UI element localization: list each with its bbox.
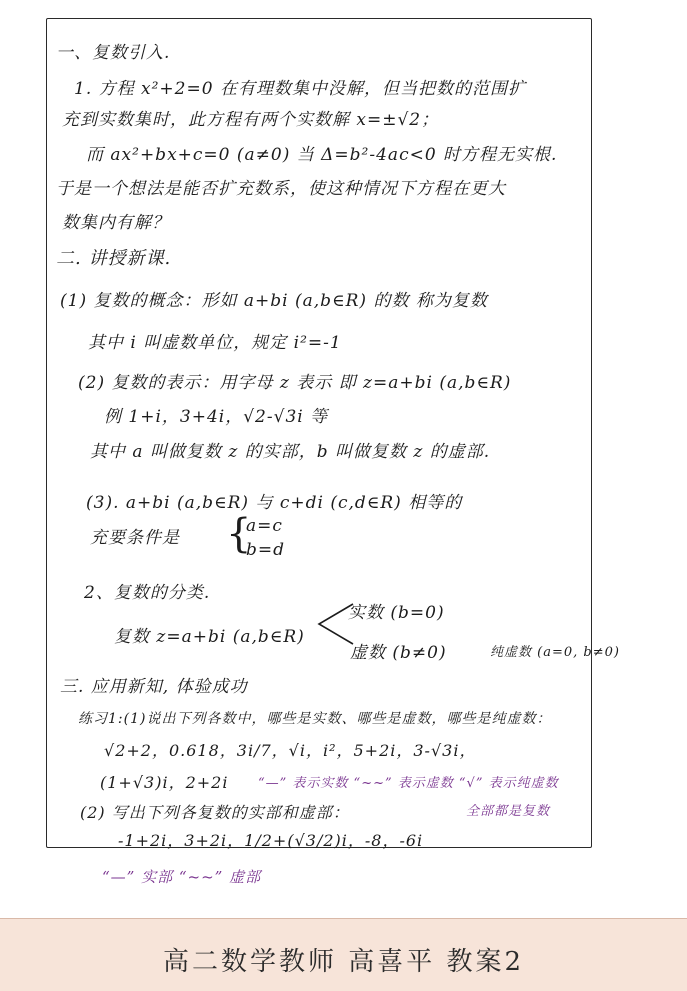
note-line: 练习1:(1)说出下列各数中，哪些是实数、哪些是虚数，哪些是纯虚数： — [78, 711, 552, 727]
curly-brace: { — [226, 511, 252, 557]
footer-banner — [0, 918, 687, 991]
note-line: 虚数 (b≠0) — [350, 643, 447, 663]
note-line: √2+2，0.618，3i/7，√i，i²，5+2i，3-√3i， — [104, 741, 477, 760]
note-line: 充到实数集时，此方程有两个实数解 x=±√2； — [62, 110, 440, 130]
note-line: 数集内有解？ — [62, 213, 170, 233]
note-line: (2) 写出下列各复数的实部和虚部： — [80, 803, 350, 822]
note-line: -1+2i，3+2i，1/2+(√3/2)i，-8，-6i — [118, 831, 424, 850]
note-line: 实数 (b=0) — [348, 603, 445, 623]
note-line: 而 ax²+bx+c=0 (a≠0) 当 Δ=b²-4ac<0 时方程无实根. — [86, 145, 558, 165]
note-line: 于是一个想法是能否扩充数系，使这种情况下方程在更大 — [56, 179, 506, 199]
footer-caption: 高二数学教师 高喜平 教案2 — [162, 947, 525, 977]
note-line: (1) 复数的概念：形如 a+bi (a,b∈R) 的数 称为复数 — [60, 291, 488, 311]
note-line: 1. 方程 x²+2=0 在有理数集中没解，但当把数的范围扩 — [74, 79, 526, 99]
note-line: b=d — [246, 540, 286, 560]
note-line: 三. 应用新知, 体验成功 — [60, 677, 248, 697]
note-line: 例 1+i，3+4i，√2-√3i 等 — [104, 407, 329, 427]
note-line: (1+√3)i，2+2i — [100, 773, 229, 792]
note-line: 其中 a 叫做复数 z 的实部，b 叫做复数 z 的虚部. — [90, 442, 491, 462]
note-line: 2、复数的分类. — [84, 583, 211, 603]
annotation-line: 全部都是复数 — [466, 804, 551, 819]
note-line: (2) 复数的表示：用字母 z 表示 即 z=a+bi (a,b∈R) — [78, 373, 512, 393]
note-line: 一、复数引入. — [56, 43, 171, 63]
note-line: 其中 i 叫虚数单位，规定 i²=-1 — [88, 333, 342, 353]
note-line: 纯虚数 (a=0, b≠0) — [490, 645, 620, 660]
note-line: 充要条件是 — [90, 528, 180, 548]
annotation-line: “—” 实部 “~~” 虚部 — [102, 868, 262, 886]
note-line: (3). a+bi (a,b∈R) 与 c+di (c,d∈R) 相等的 — [86, 493, 463, 513]
annotation-line: “—” 表示实数 “~~” 表示虚数 “√” 表示纯虚数 — [258, 776, 559, 791]
note-line: 复数 z=a+bi (a,b∈R) — [114, 627, 305, 647]
note-line: a=c — [246, 516, 283, 536]
note-line: 二. 讲授新课. — [56, 248, 172, 269]
